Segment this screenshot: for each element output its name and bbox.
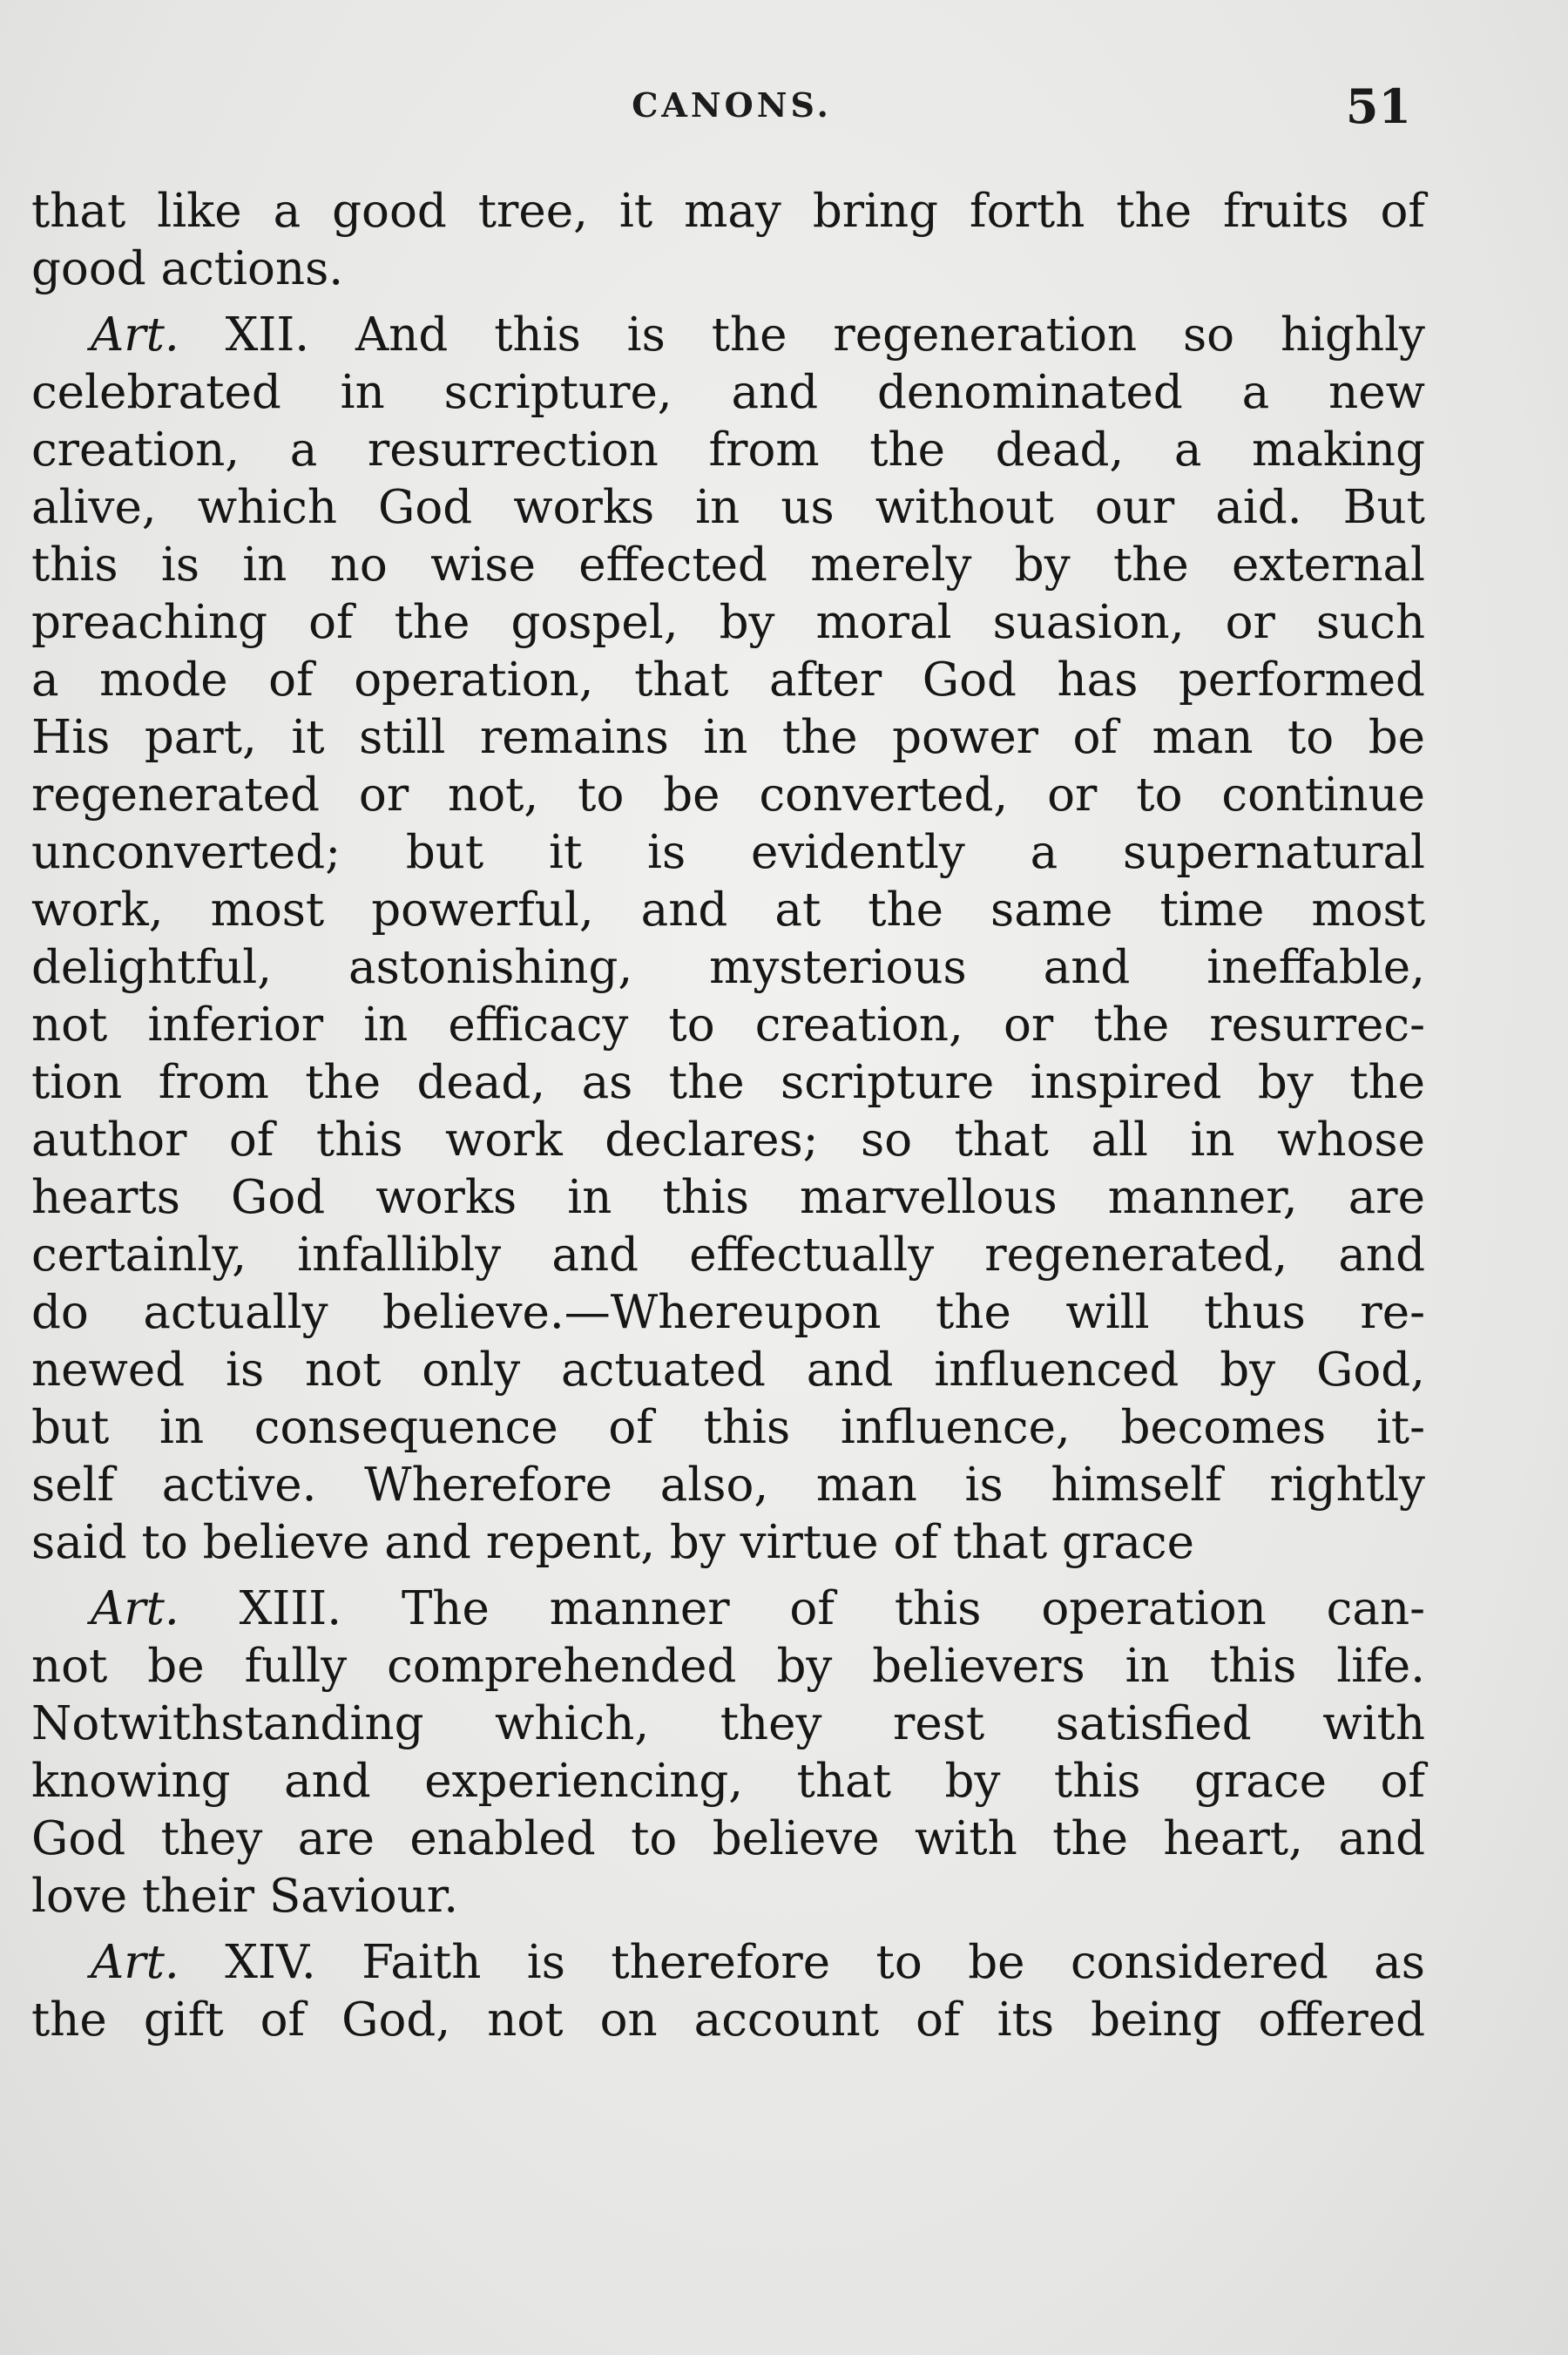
paragraph-article-xiv xyxy=(31,1934,1425,2049)
text-line xyxy=(31,307,1425,364)
paragraph-article-xii xyxy=(31,307,1425,1572)
text-line: regenerated or not, to be converted, or to continue xyxy=(31,768,1425,822)
text-line: do actually believe.—Whereupon the will thus re- xyxy=(31,1286,1425,1339)
text-line: work, most powerful, and at the same time most xyxy=(31,883,1425,937)
text-line xyxy=(31,1934,1425,1992)
text-line: knowing and experiencing, that by this grace of xyxy=(31,1755,1425,1808)
body-text xyxy=(31,183,1425,2049)
text-line: that like a good tree, it may bring forth the fruits of xyxy=(31,185,1425,238)
text-line: God they are enabled to believe with the heart, and xyxy=(31,1812,1425,1865)
text-line: author of this work declares; so that all in whose xyxy=(31,1113,1425,1167)
paragraph-continuation xyxy=(31,183,1425,298)
text-line: tion from the dead, as the scripture inspired by the xyxy=(31,1056,1425,1109)
page-number: 51 xyxy=(1345,78,1411,134)
text-line: Notwithstanding which, they rest satisfied with xyxy=(31,1697,1425,1750)
article-label: Art. xyxy=(91,1582,179,1635)
text-line: but in consequence of this influence, becomes it- xyxy=(31,1401,1425,1454)
text-line xyxy=(31,1580,1425,1638)
text-line: His part, it still remains in the power of man to be xyxy=(31,711,1425,764)
text-line: a mode of operation, that after God has performed xyxy=(31,653,1425,707)
text-line: celebrated in scripture, and denominated a new xyxy=(31,366,1425,419)
text-line: delightful, astonishing, mysterious and ineffable, xyxy=(31,941,1425,994)
article-label: Art. xyxy=(91,308,179,362)
text-line: preaching of the gospel, by moral suasion, or such xyxy=(31,596,1425,649)
article-heading-text: XIV. Faith is therefore to be considered as xyxy=(225,1936,1425,1989)
text-line: newed is not only actuated and influenced by God, xyxy=(31,1343,1425,1397)
running-head xyxy=(35,78,1429,139)
text-line: good actions. xyxy=(31,242,344,295)
text-line: not be fully comprehended by believers in this life. xyxy=(31,1640,1425,1693)
article-label: Art. xyxy=(91,1936,179,1989)
text-line: unconverted; but it is evidently a supernatural xyxy=(31,826,1425,879)
text-line: said to believe and repent, by virtue of that grace xyxy=(31,1516,1194,1569)
text-line: this is in no wise effected merely by the external xyxy=(31,538,1425,592)
text-line: hearts God works in this marvellous manner, are xyxy=(31,1171,1425,1224)
article-heading-text: XII. And this is the regeneration so highly xyxy=(225,308,1425,362)
text-line: love their Saviour. xyxy=(31,1870,459,1923)
article-heading-text: XIII. The manner of this operation can- xyxy=(239,1582,1425,1635)
text-line: certainly, infallibly and effectually regenerated, and xyxy=(31,1228,1425,1282)
text-line: the gift of God, not on account of its being offered xyxy=(31,1993,1425,2047)
text-line: creation, a resurrection from the dead, a making xyxy=(31,423,1425,477)
text-line: not inferior in efficacy to creation, or the resurrec- xyxy=(31,998,1425,1052)
text-line: self active. Wherefore also, man is himself rightly xyxy=(31,1458,1425,1512)
text-line: alive, which God works in us without our aid. But xyxy=(31,481,1425,534)
running-title: CANONS. xyxy=(632,85,832,125)
paragraph-article-xiii xyxy=(31,1580,1425,1925)
